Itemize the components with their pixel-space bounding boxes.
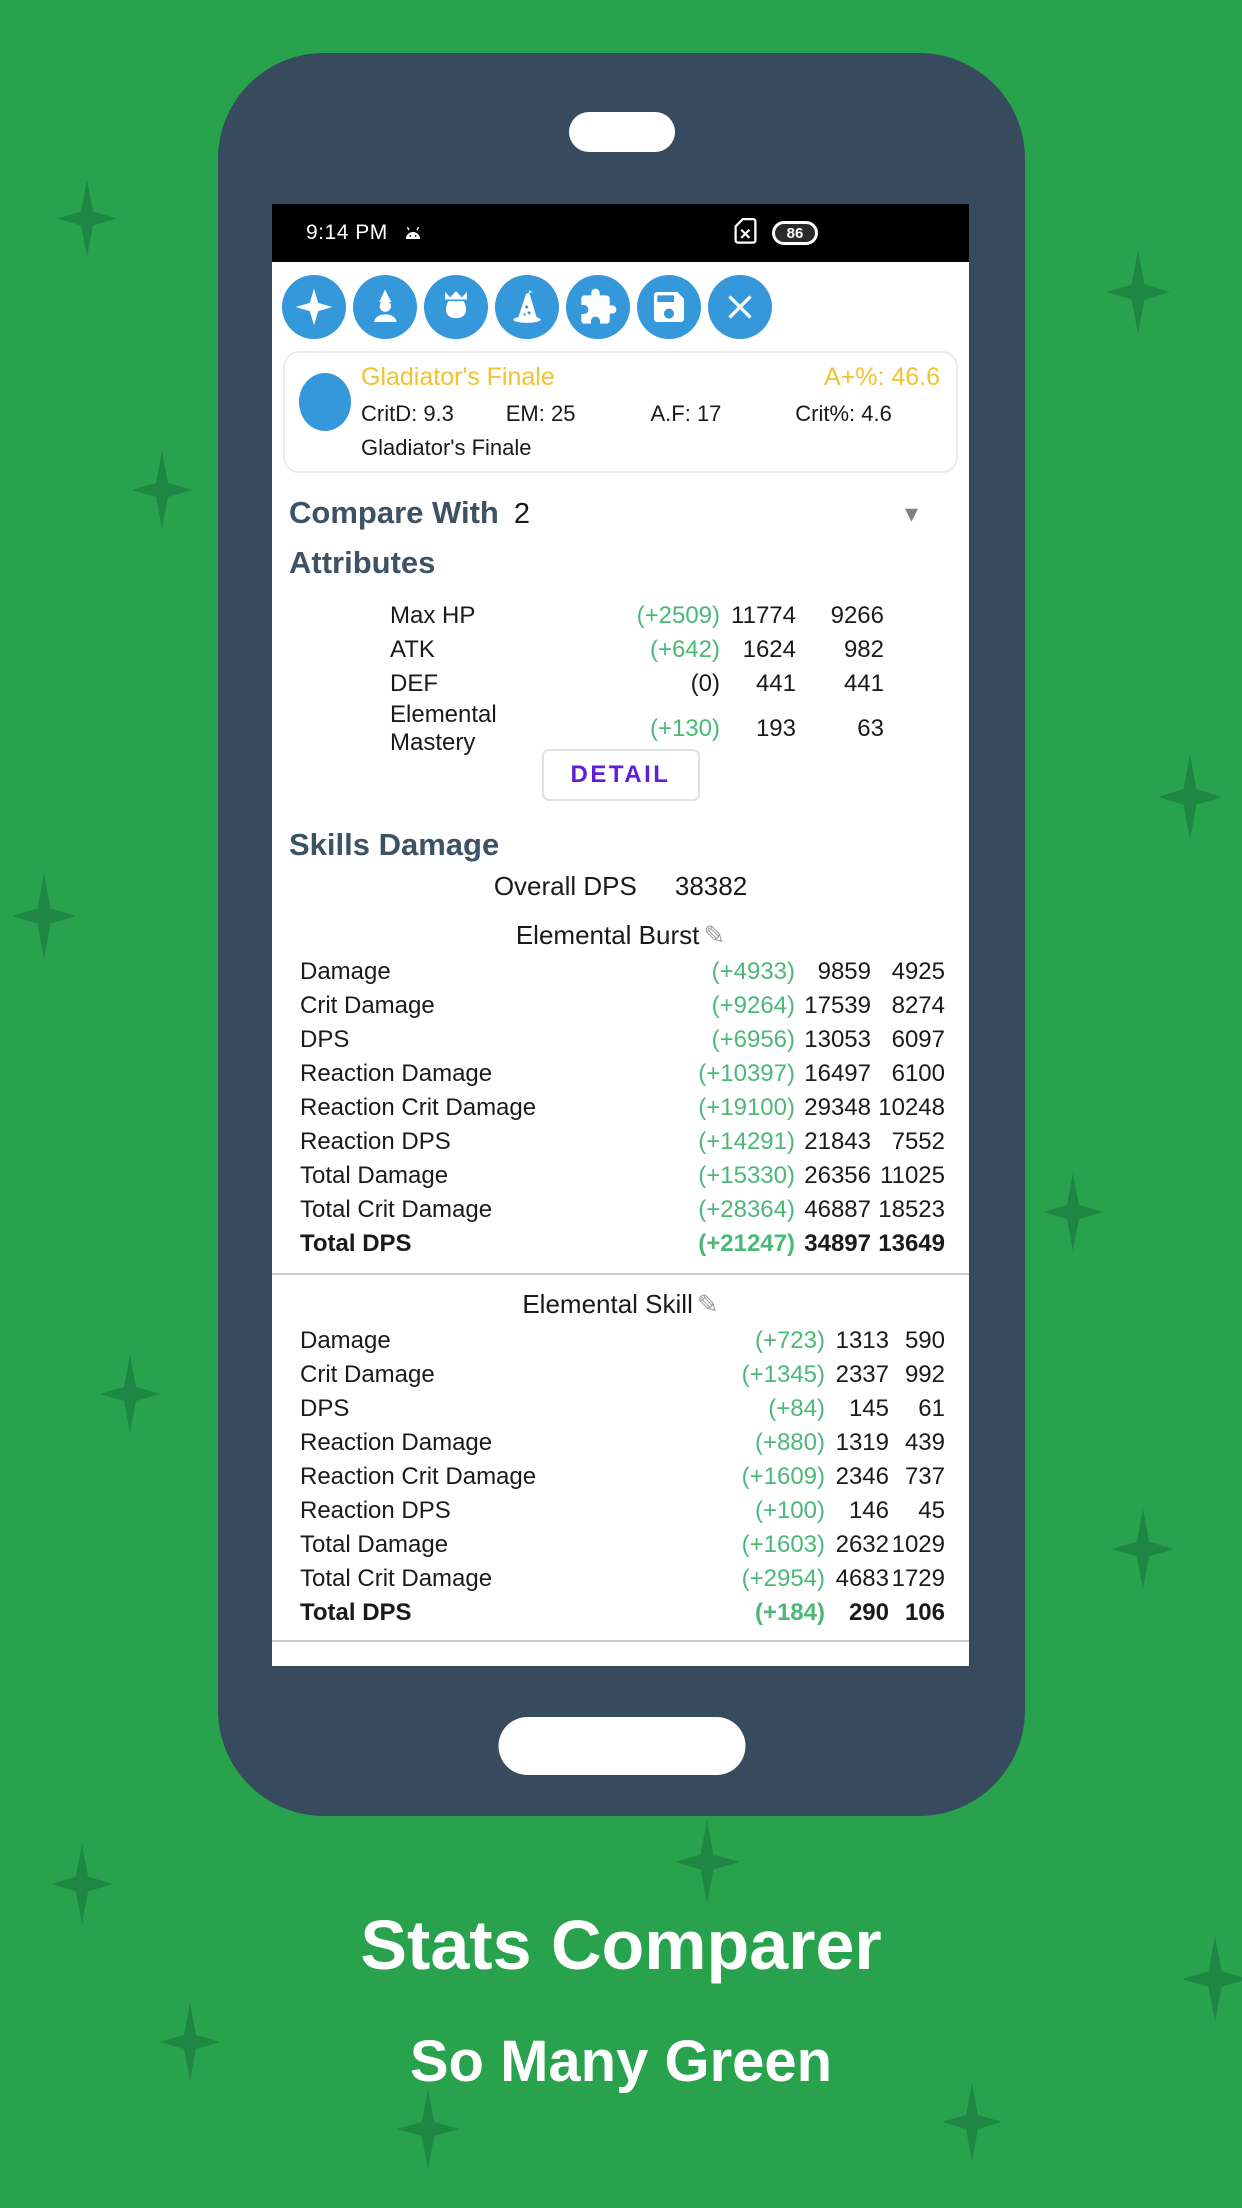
stat-diff: (+184) bbox=[754, 1599, 825, 1626]
skill-stat-row bbox=[300, 1125, 945, 1159]
stat-label: Total DPS bbox=[300, 1599, 412, 1626]
phone-mockup bbox=[218, 53, 1025, 1816]
sparkle-decoration bbox=[12, 873, 76, 959]
stat-label: DPS bbox=[300, 1395, 350, 1422]
stat-new-value: 1313 bbox=[835, 1327, 889, 1354]
stat-old-value: 7552 bbox=[891, 1128, 945, 1155]
stat-old-value: 10248 bbox=[878, 1094, 945, 1121]
skill-stat-row bbox=[300, 1528, 945, 1562]
overall-dps-row bbox=[272, 871, 969, 902]
stat-label: Elemental Mastery bbox=[390, 701, 497, 756]
elemental-burst-table bbox=[300, 955, 945, 1261]
stat-new-value: 46887 bbox=[804, 1196, 871, 1223]
stat-new-value: 146 bbox=[848, 1497, 889, 1524]
stat-new-value: 21843 bbox=[804, 1128, 871, 1155]
stat-label: Damage bbox=[300, 958, 391, 985]
artifact-title: Gladiator's Finale bbox=[361, 363, 555, 391]
skill-stat-row bbox=[300, 1596, 945, 1630]
stat-old-value: 61 bbox=[918, 1395, 945, 1422]
stat-old-value: 45 bbox=[918, 1497, 945, 1524]
save-icon[interactable] bbox=[637, 275, 701, 339]
stat-label: Crit Damage bbox=[300, 1361, 435, 1388]
stat-label: Reaction Crit Damage bbox=[300, 1463, 537, 1490]
stat-new-value: 290 bbox=[848, 1599, 889, 1626]
clock: 9:14 PM bbox=[306, 221, 388, 244]
table-title-text: Elemental Burst bbox=[515, 920, 700, 950]
stat-old-value: 9266 bbox=[830, 602, 884, 629]
stat-old-value: 11025 bbox=[880, 1162, 945, 1189]
stat-diff: (+723) bbox=[754, 1327, 825, 1354]
stat-new-value: 9859 bbox=[817, 958, 871, 985]
skill-stat-row bbox=[300, 955, 945, 989]
skill-stat-row bbox=[300, 1392, 945, 1426]
stat-label: Total Damage bbox=[300, 1531, 449, 1558]
stat-diff: (+2509) bbox=[636, 602, 720, 629]
sparkle-decoration bbox=[132, 451, 192, 529]
artifact-set-name: Gladiator's Finale bbox=[361, 435, 532, 460]
artifact-avatar bbox=[299, 373, 351, 431]
stat-new-value: 16497 bbox=[804, 1060, 871, 1087]
detail-button[interactable]: DETAIL bbox=[542, 749, 700, 801]
stat-new-value: 1319 bbox=[835, 1429, 889, 1456]
attributes-table bbox=[390, 599, 884, 756]
close-icon[interactable] bbox=[708, 275, 772, 339]
artifact-substats bbox=[361, 401, 940, 427]
stat-diff: (+84) bbox=[768, 1395, 825, 1422]
stat-diff: (0) bbox=[690, 670, 720, 697]
stat-label: Reaction Damage bbox=[300, 1429, 493, 1456]
hat-icon[interactable] bbox=[495, 275, 559, 339]
stat-label: Damage bbox=[300, 1327, 391, 1354]
table-title-text: Elemental Skill bbox=[522, 1289, 693, 1319]
stat-label: Crit Damage bbox=[300, 992, 435, 1019]
stat-diff: (+100) bbox=[754, 1497, 825, 1524]
stat-old-value: 590 bbox=[904, 1327, 945, 1354]
overall-dps-label: Overall DPS bbox=[493, 871, 637, 901]
sparkle-decoration bbox=[397, 2089, 459, 2169]
stat-diff: (+1345) bbox=[741, 1361, 825, 1388]
stat-label: Reaction Crit Damage bbox=[300, 1094, 537, 1121]
stat-new-value: 34897 bbox=[804, 1230, 871, 1257]
stat-diff: (+14291) bbox=[698, 1128, 795, 1155]
stat-diff: (+880) bbox=[754, 1429, 825, 1456]
stat-label: Reaction DPS bbox=[300, 1497, 451, 1524]
stat-old-value: 439 bbox=[904, 1429, 945, 1456]
skills-damage-heading: Skills Damage bbox=[289, 827, 500, 862]
elemental-skill-title bbox=[272, 1289, 969, 1320]
sparkle-decoration bbox=[1112, 1509, 1174, 1589]
skill-stat-row bbox=[300, 1426, 945, 1460]
stat-diff: (+28364) bbox=[698, 1196, 795, 1223]
attribute-row bbox=[390, 701, 884, 756]
sparkle-decoration bbox=[100, 1355, 160, 1433]
stat-label: Reaction Damage bbox=[300, 1060, 493, 1087]
edit-pencil-icon[interactable]: ✎ bbox=[703, 920, 726, 950]
stat-diff: (+9264) bbox=[711, 992, 795, 1019]
artifact-card bbox=[283, 351, 958, 473]
stat-old-value: 6100 bbox=[891, 1060, 945, 1087]
stat-new-value: 13053 bbox=[804, 1026, 871, 1053]
substat-em: EM: 25 bbox=[505, 401, 576, 426]
stat-diff: (+21247) bbox=[698, 1230, 795, 1257]
stat-diff: (+19100) bbox=[698, 1094, 795, 1121]
stat-old-value: 4925 bbox=[891, 958, 945, 985]
stat-new-value: 2346 bbox=[835, 1463, 889, 1490]
edit-pencil-icon[interactable]: ✎ bbox=[696, 1289, 719, 1319]
elemental-skill-table bbox=[300, 1324, 945, 1630]
battery-level: 86 bbox=[786, 224, 804, 242]
stat-label: Max HP bbox=[390, 602, 476, 629]
character-icon[interactable] bbox=[353, 275, 417, 339]
stat-label: Total DPS bbox=[300, 1230, 412, 1257]
stat-new-value: 2632 bbox=[835, 1531, 889, 1558]
stat-old-value: 1029 bbox=[891, 1531, 945, 1558]
stat-diff: (+15330) bbox=[698, 1162, 795, 1189]
stat-label: Reaction DPS bbox=[300, 1128, 451, 1155]
table-divider bbox=[272, 1640, 969, 1642]
artifact-score: A+%: 46.6 bbox=[823, 363, 940, 391]
stat-diff: (+6956) bbox=[711, 1026, 795, 1053]
overall-dps-value: 38382 bbox=[674, 871, 748, 901]
stat-diff: (+1609) bbox=[741, 1463, 825, 1490]
skill-stat-row bbox=[300, 1324, 945, 1358]
stat-label: DPS bbox=[300, 1026, 350, 1053]
android-notification-icon bbox=[404, 226, 422, 240]
substat-af: A.F: 17 bbox=[650, 401, 722, 426]
stat-diff: (+4933) bbox=[711, 958, 795, 985]
goblet-icon[interactable] bbox=[424, 275, 488, 339]
app-screen bbox=[272, 204, 969, 1666]
compare-with-dropdown[interactable] bbox=[289, 495, 918, 531]
page-subtitle: So Many Green bbox=[409, 2029, 833, 2094]
stat-new-value: 11774 bbox=[731, 602, 796, 629]
stat-new-value: 26356 bbox=[804, 1162, 871, 1189]
stat-old-value: 6097 bbox=[891, 1026, 945, 1053]
skill-stat-row bbox=[300, 1193, 945, 1227]
earpiece-pill bbox=[569, 112, 675, 152]
stat-old-value: 441 bbox=[843, 670, 884, 697]
stat-new-value: 17539 bbox=[804, 992, 871, 1019]
substat-crit: Crit%: 4.6 bbox=[795, 401, 892, 426]
substat-critd: CritD: 9.3 bbox=[361, 401, 454, 426]
stat-label: Total Crit Damage bbox=[300, 1196, 493, 1223]
skill-stat-row bbox=[300, 1494, 945, 1528]
skill-stat-row bbox=[300, 1091, 945, 1125]
stat-new-value: 2337 bbox=[835, 1361, 889, 1388]
status-bar bbox=[272, 204, 969, 262]
stat-new-value: 1624 bbox=[742, 636, 796, 663]
attributes-heading: Attributes bbox=[289, 545, 436, 580]
stat-new-value: 441 bbox=[755, 670, 796, 697]
table-divider bbox=[272, 1273, 969, 1275]
skill-stat-row bbox=[300, 989, 945, 1023]
stat-old-value: 18523 bbox=[878, 1196, 945, 1223]
stat-label: ATK bbox=[390, 636, 435, 663]
stat-new-value: 29348 bbox=[804, 1094, 871, 1121]
sparkle-icon[interactable] bbox=[282, 275, 346, 339]
page-title: Stats Comparer bbox=[360, 1906, 882, 1984]
skill-stat-row bbox=[300, 1460, 945, 1494]
attribute-row bbox=[390, 667, 884, 701]
stat-old-value: 106 bbox=[904, 1599, 945, 1626]
compare-with-count: 2 bbox=[513, 498, 530, 530]
sparkle-decoration bbox=[1043, 1173, 1103, 1251]
skill-stat-row bbox=[300, 1562, 945, 1596]
stat-diff: (+130) bbox=[649, 715, 720, 742]
stat-old-value: 8274 bbox=[891, 992, 945, 1019]
sparkle-decoration bbox=[1106, 250, 1170, 334]
skill-stat-row bbox=[300, 1023, 945, 1057]
stat-old-value: 992 bbox=[904, 1361, 945, 1388]
stat-new-value: 193 bbox=[755, 715, 796, 742]
toolbar bbox=[272, 262, 969, 351]
stat-old-value: 13649 bbox=[878, 1230, 945, 1257]
stat-new-value: 145 bbox=[848, 1395, 889, 1422]
compare-with-label: Compare With bbox=[289, 495, 499, 530]
stat-label: DEF bbox=[390, 670, 438, 697]
skill-stat-row bbox=[300, 1358, 945, 1392]
attribute-row bbox=[390, 599, 884, 633]
skill-stat-row bbox=[300, 1057, 945, 1091]
stat-diff: (+1603) bbox=[741, 1531, 825, 1558]
battery-icon bbox=[772, 221, 818, 245]
sparkle-decoration bbox=[1158, 754, 1222, 840]
stat-label: Total Damage bbox=[300, 1162, 449, 1189]
stat-old-value: 737 bbox=[904, 1463, 945, 1490]
skill-stat-row bbox=[300, 1159, 945, 1193]
sparkle-decoration bbox=[675, 1820, 739, 1904]
stat-diff: (+642) bbox=[649, 636, 720, 663]
attribute-row bbox=[390, 633, 884, 667]
elemental-burst-title bbox=[272, 920, 969, 951]
stat-label: Total Crit Damage bbox=[300, 1565, 493, 1592]
home-indicator-pill bbox=[498, 1717, 745, 1775]
stat-new-value: 4683 bbox=[835, 1565, 889, 1592]
sparkle-decoration bbox=[57, 180, 117, 257]
puzzle-icon[interactable] bbox=[566, 275, 630, 339]
stat-diff: (+10397) bbox=[698, 1060, 795, 1087]
no-sim-icon bbox=[730, 216, 760, 251]
stat-old-value: 63 bbox=[857, 715, 884, 742]
stat-diff: (+2954) bbox=[741, 1565, 825, 1592]
stat-old-value: 1729 bbox=[891, 1565, 945, 1592]
chevron-down-icon[interactable]: ▾ bbox=[904, 497, 918, 528]
stat-old-value: 982 bbox=[843, 636, 884, 663]
skill-stat-row bbox=[300, 1227, 945, 1261]
